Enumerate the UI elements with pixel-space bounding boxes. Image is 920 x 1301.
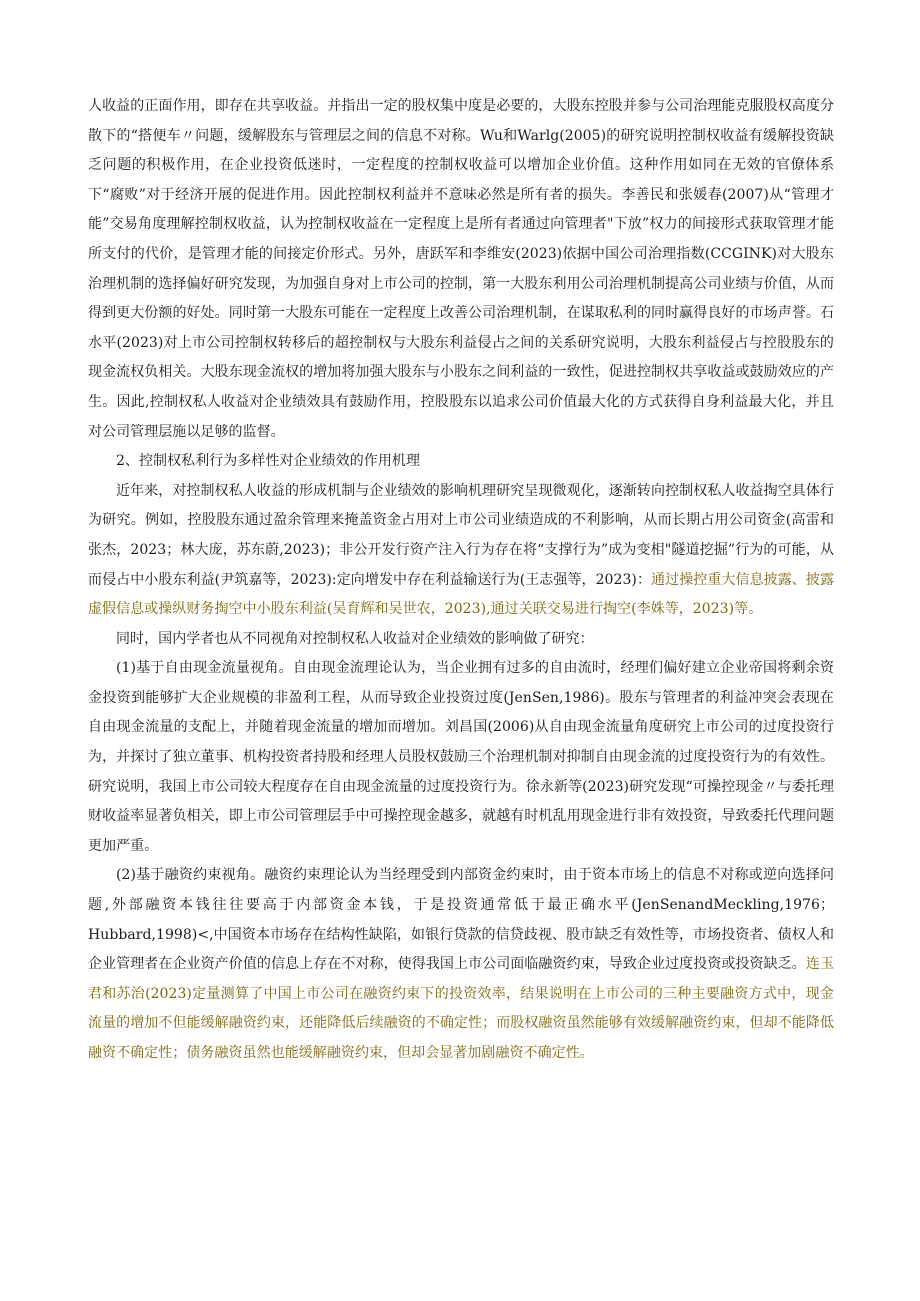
section-heading-2	[88, 447, 834, 477]
paragraph-text: 近年来，对控制权私人收益的形成机制与企业绩效的影响机理研究呈现微观化，逐渐转向控制权私人收益掏空具体行为研究。例如，控股股东通过盈余管理来掩盖资金占用对上市公司业绩造成的不利影响，从而长期占用公司资金(高雷和张杰，2023；林大庞，苏东蔚,2023)；非公开发行资产注入行为存在将“支撑行为”成为变相"隧道挖掘”行为的可能，从而侵占中小股东利益(尹筑嘉等，2023):定向增发中存在利益输送行为(王志强等，2023)：	[88, 482, 834, 588]
highlighted-text: 连玉君和苏治(2023)定量测算了中国上市公司在融资约束下的投资效率，结果说明在上市公司的三种主要融资方式中，现金流量的增加不但能缓解融资约束，还能降低后续融资的不确定性；而股权融资虽然能够有效缓解融资约束，但却不能降低融资不确定性；债务融资虽然也能缓解融资约束，但却会显著加剧融资不确定性。	[88, 956, 835, 1061]
paragraph-free-cash-flow	[88, 654, 834, 861]
document-page	[88, 92, 834, 1069]
paragraph-text: (1)基于自由现金流量视角。自由现金流理论认为，当企业拥有过多的自由流时，经理们偏好建立企业帝国将剩余资金投资到能够扩大企业规模的非盈利工程，从而导致企业投资过度(JenSen,1986)。股东与管理者的利益冲突会表现在自由现金流量的支配上，并随着现金流量的增加而增加。刘昌国(2006)从自由现金流量角度研究上市公司的过度投资行为，并探讨了独立董事、机构投资者持股和经理人员股权鼓励三个治理机制对抑制自由现金流的过度投资行为的有效性。研究说明，我国上市公司较大程度存在自由现金流量的过度投资行为。徐永新等(2023)研究发现“可操控现金〃与委托理财收益率显著负相关，即上市公司管理层手中可操控现金越多，就越有时机乱用现金进行非有效投资，导致委托代理问题更加严重。	[88, 660, 834, 854]
paragraph-text: 人收益的正面作用，即存在共享收益。并指出一定的股权集中度是必要的，大股东控股并参与公司治理能克服股权高度分散下的“搭便车〃问题，缓解股东与管理层之间的信息不对称。Wu和Warlg(2005)的研究说明控制权收益有缓解投资缺乏问题的积极作用，在企业投资低迷时，一定程度的控制权收益可以增加企业价值。这种作用如同在无效的官僚体系下“腐败”对于经济开展的促进作用。因此控制权利益并不意味必然是所有者的损失。李善民和张媛春(2007)从“管理才能”交易角度理解控制权收益，认为控制权收益在一定程度上是所有者通过向管理者"下放”权力的间接形式获取管理才能所支付的代价，是管理才能的间接定价形式。另外，唐跃军和李维安(2023)依据中国公司治理指数(CCGINK)对大股东治理机制的选择偏好研究发现，为加强自身对上市公司的控制，第一大股东利用公司治理机制提高公司业绩与价值，从而得到更大份额的好处。同时第一大股东可能在一定程度上改善公司治理机制，在谋取私利的同时赢得良好的市场声誉。石水平(2023)对上市公司控制权转移后的超控制权与大股东利益侵占之间的关系研究说明，大股东利益侵占与控股股东的现金流权负相关。大股东现金流权的增加将加强大股东与小股东之间利益的一致性，促进控制权共享收益或鼓励效应的产生。因此,控制权私人收益对企业绩效具有鼓励作用，控股股东以追求公司价值最大化的方式获得自身利益最大化，并且对公司管理层施以足够的监督。	[88, 98, 834, 440]
highlighted-text: 通过操控重大信息披露、披露虚假信息或操纵财务掏空中小股东利益(吴育辉和吴世农，2023),通过关联交易进行掏空(李姝等，2023)等。	[88, 571, 834, 618]
paragraph-text: (2)基于融资约束视角。融资约束理论认为当经理受到内部资金约束时，由于资本市场上的信息不对称或逆向选择问题,外部融资本钱往往要高于内部资金本钱，于是投资通常低于最正确水平(JenSenandMeckling,1976；Hubbard,1998)<,中国资本市场存在结构性缺陷，如银行贷款的信贷歧视、股市缺乏有效性等，市场投资者、债权人和企业管理者在企业资产价值的信息上存在不对称，使得我国上市公司面临融资约束，导致企业过度投资或投资缺乏。	[88, 867, 834, 973]
heading-text: 2、控制权私利行为多样性对企业绩效的作用机理	[116, 453, 421, 470]
paragraph-domestic-research-intro	[88, 625, 834, 655]
paragraph-financing-constraints	[88, 861, 834, 1068]
paragraph-text: 同时，国内学者也从不同视角对控制权私人收益对企业绩效的影响做了研究：	[116, 630, 594, 647]
paragraph-tunneling-behaviors	[88, 477, 834, 625]
paragraph-private-benefits-incentive	[88, 92, 834, 447]
